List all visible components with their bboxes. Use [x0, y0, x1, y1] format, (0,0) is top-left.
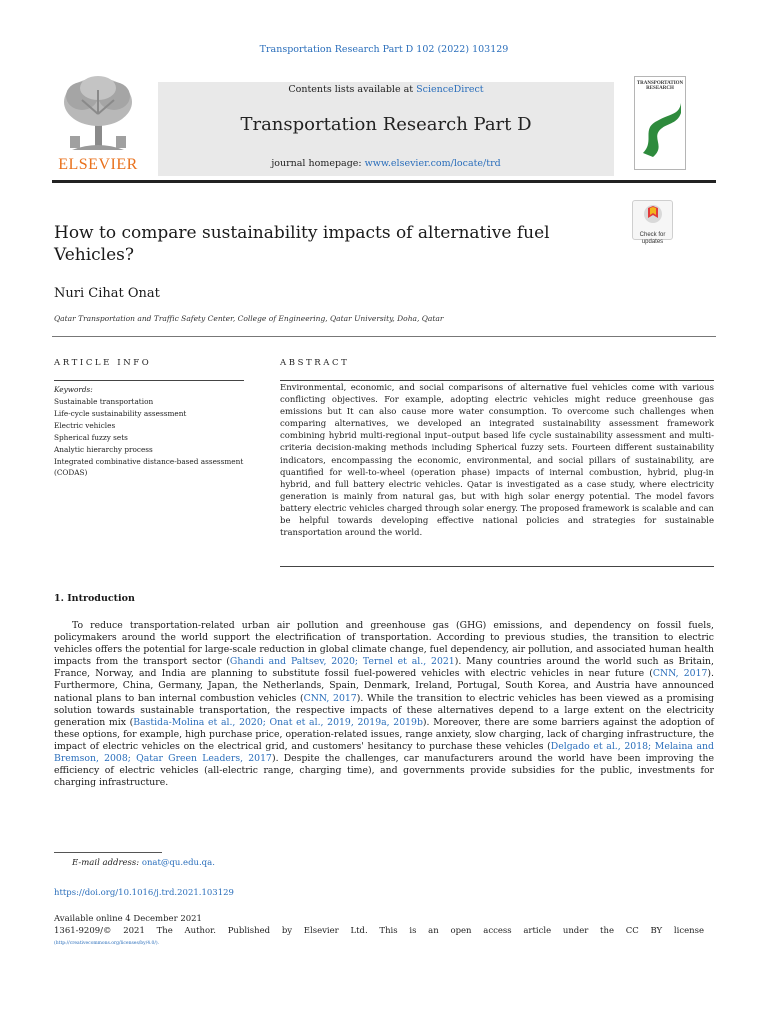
journal-citation[interactable]: Transportation Research Part D 102 (2022) 103129 [259, 44, 509, 55]
check-for-updates-label: Check for updates [639, 232, 666, 245]
cover-title: TRANSPORTATION RESEARCH [636, 81, 684, 91]
header-divider [52, 336, 716, 337]
author-name[interactable]: Nuri Cihat Onat [54, 286, 160, 301]
crossmark-icon [643, 204, 663, 226]
intro-text-segment: To reduce transportation-related urban air pollution and greenhouse gas (GHG) emissions, and dependency on fossil fuels, policymakers around the world support the electrification of transportation. According to previous studies, the transition to electric vehicles offers the potential for large-scale reduction in global climate change, fuel dependency, air pollution, and associated human health impacts from the transport sector ( [54, 620, 714, 668]
email-link[interactable]: onat@qu.edu.qa. [141, 858, 215, 868]
elsevier-tree-icon [52, 70, 144, 158]
keyword-item: Sustainable transportation [54, 397, 154, 406]
intro-text-segment: ). Moreover, there are some barriers against the adoption of these options, for example, high purchase price, operation-related issues, range anxiety, slow charging, lack of charging infrastructure, the impact of electric vehicles on the electrical grid, and customers' hesitancy to purchase these vehicles ( [54, 716, 714, 752]
author-affiliation: Qatar Transportation and Traffic Safety Center, College of Engineering, Qatar University, Doha, Qatar [54, 314, 444, 323]
section-heading-introduction: 1. Introduction [54, 593, 135, 604]
homepage-prefix: journal homepage: [271, 158, 365, 169]
article-title: How to compare sustainability impacts of alternative fuel Vehicles? [54, 223, 550, 265]
citation-link[interactable]: Delgado et al., 2018; Melaina and Bremson, 2008; Qatar Green Leaders, 2017 [54, 740, 714, 765]
keywords-list [54, 384, 244, 478]
abstract-divider [280, 380, 714, 381]
email-label: E-mail address: [72, 858, 140, 868]
article-info-divider [54, 380, 244, 381]
keywords-label: Keywords: [54, 385, 93, 394]
cover-road-icon [635, 91, 686, 161]
doi-link[interactable]: https://doi.org/10.1016/j.trd.2021.103129 [54, 888, 234, 898]
keyword-item: Integrated combinative distance-based assessment (CODAS) [54, 457, 244, 477]
publisher-name: ELSEVIER [58, 156, 138, 173]
contents-line [158, 84, 614, 95]
license-link[interactable]: (http://creativecommons.org/licenses/by/4.0/). [54, 941, 160, 946]
citation-link[interactable]: CNN, 2017 [652, 668, 708, 680]
available-online-date: Available online 4 December 2021 [54, 914, 202, 924]
sciencedirect-link[interactable]: ScienceDirect [416, 84, 484, 95]
article-info-heading: ARTICLE INFO [54, 358, 152, 368]
citation-link[interactable]: Ghandi and Paltsev, 2020; Ternel et al., 2021 [229, 656, 455, 668]
keyword-item: Electric vehicles [54, 421, 116, 430]
keyword-item: Analytic hierarchy process [54, 445, 153, 454]
abstract-bottom-divider [280, 566, 714, 567]
masthead [52, 70, 716, 176]
journal-title: Transportation Research Part D [240, 114, 532, 135]
abstract-text: Environmental, economic, and social comparisons of alternative fuel vehicles come with various conflicting objectives. For example, adopting electric vehicles might reduce greenhouse gas emissions but It can also cause more water consumption. To overcome such challenges when comparing alternatives, we developed an integrated sustainability assessment framework combining hybrid multi-regional input–output based life cycle sustainability assessment and multi-criteria decision-making methods including Spherical fuzzy sets. Fourteen different sustainability indicators, encompassing the economic, environmental, and social pillars of sustainability, are quantified for well-to-wheel (operation phase) impacts of internal combustion, hybrid, plug-in hybrid, and full battery electric vehicles. Qatar is investigated as a case study, where electricity generation is mainly from natural gas, but with high solar energy potential. The model favors battery electric vehicles charged through solar energy. The proposed framework is scalable and can be helpful towards developing effective national policies and strategies for sustainable transportation around the world. [280, 383, 714, 539]
introduction-paragraph [54, 620, 714, 789]
contents-prefix: Contents lists available at [288, 84, 417, 95]
keyword-item: Life-cycle sustainability assessment [54, 409, 187, 418]
footnote-email [72, 858, 215, 868]
homepage-link[interactable]: www.elsevier.com/locate/trd [364, 158, 501, 169]
homepage-line [158, 158, 614, 169]
intro-text-segment: ). Furthermore, China, Germany, Japan, the Netherlands, Spain, Denmark, Ireland, Portugal, South Korea, and Austria have announced national plans to ban internal combustion vehicles ( [54, 668, 715, 704]
elsevier-logo [52, 70, 144, 176]
keyword-item: Spherical fuzzy sets [54, 433, 128, 442]
masthead-divider [52, 180, 716, 183]
abstract-heading: ABSTRACT [280, 358, 350, 368]
intro-text-segment: ). While the transition to electric vehicles has been viewed as a promising solution towards sustainable transportation, the respective impacts of these alternatives depend to a large extent on the electricity generation mix ( [54, 692, 715, 728]
citation-link[interactable]: CNN, 2017 [303, 692, 357, 704]
journal-cover[interactable] [634, 76, 686, 170]
footnote-divider [54, 852, 162, 853]
intro-text-segment: ). Many countries around the world such as Britain, France, Norway, and India are planning to substitute fossil fuel-powered vehicles with electric vehicles in near future ( [54, 656, 714, 680]
copyright-notice: 1361-9209/© 2021 The Author. Published by Elsevier Ltd. This is an open access article under the CC BY license [54, 926, 704, 936]
check-for-updates-badge[interactable] [632, 200, 673, 245]
journal-info-box [158, 82, 614, 176]
intro-text-segment: ). Despite the challenges, car manufacturers around the world have been improving the efficiency of electric vehicles (all-electric range, charging time), and governments provide subsidies for the public, investments for charging infrastructure. [54, 753, 714, 789]
citation-link[interactable]: Bastida-Molina et al., 2020; Onat et al., 2019, 2019a, 2019b [133, 716, 423, 728]
